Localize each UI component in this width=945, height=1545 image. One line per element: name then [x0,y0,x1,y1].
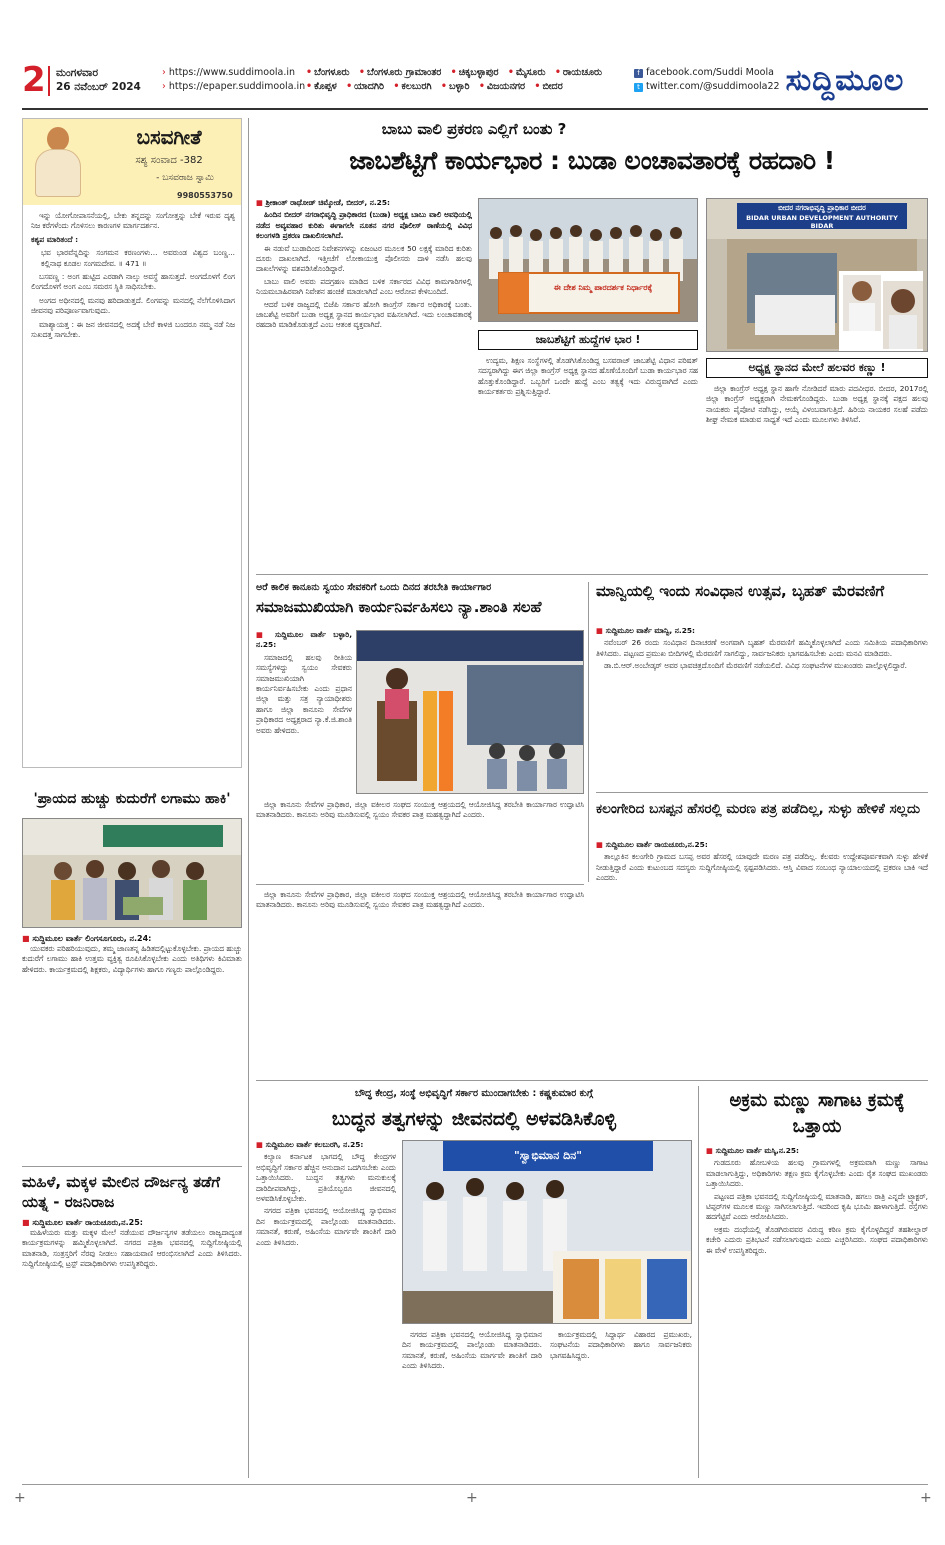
registration-mark-icon: + [14,1490,26,1506]
story-body [22,944,242,975]
paragraph: ಜಿಲ್ಲಾ ಕಾನೂನು ಸೇವೆಗಳ ಪ್ರಾಧಿಕಾರ, ಜಿಲ್ಲಾ ವಕೀಲರ ಸಂಘದ ಸಂಯುಕ್ತ ಆಶ್ರಯದಲ್ಲಿ ಆಯೋಜಿಸಿದ್ದ ತರಬೇತಿ ಕಾರ್ಯಾಗಾರ ಉದ್ಘಾಟಿಸಿ ಮಾತನಾಡಿದರು. ಕಾನೂನು ಅರಿವು ಮೂಡಿಸುವಲ್ಲಿ ಸ್ವಯಂ ಸೇವಕರ ಪಾತ್ರ ಮಹತ್ವದ್ದಾಗಿದೆ ಎಂದರು. [256,800,584,820]
city-item: • ಯಾದಗಿರಿ [346,80,384,94]
basavageethe-column [22,118,242,768]
box-title: ಅಧ್ಯಕ್ಷ ಸ್ಥಾನದ ಮೇಲೆ ಹಲವರ ಕಣ್ಣು ! [706,358,928,378]
story-body [706,1146,928,1478]
city-item: • ಬೆಂಗಳೂರು [306,66,350,80]
issue-date [56,66,141,94]
story-body [596,840,928,1074]
issue-day: ಮಂಗಳವಾರ [56,67,99,79]
newspaper-logo: ಸುದ್ದಿಮೂಲ [785,63,905,98]
story-rajaniraja [22,1172,242,1272]
event-banner-text: "ಸ್ವಾಭಿಮಾನ ದಿನ" [513,1149,583,1162]
column-author: - ಬಸವರಾಜ ಸ್ವಾಮಿ [156,173,214,183]
story-body [256,630,352,794]
story-deck: ಅರೆ ಕಾಲಿಕ ಕಾನೂನು ಸ್ವಯಂ ಸೇವಕರಿಗೆ ಒಂದು ದಿನದ ತರಬೇತಿ ಕಾರ್ಯಾಗಾರ [256,582,492,593]
story-byline: ■ ಸುದ್ದಿಮೂಲ ವಾರ್ತೆ ರಾಯಚೂರು,ನ.25: [22,1218,242,1228]
workshop-photo [356,630,584,794]
story-body [22,1228,242,1270]
paragraph: ಪಟ್ಟಣದ ಪತ್ರಿಕಾ ಭವನದಲ್ಲಿ ಸುದ್ದಿಗೋಷ್ಠಿಯಲ್ಲಿ ಮಾತನಾಡಿ, ಹಗಲು ರಾತ್ರಿ ಎನ್ನದೇ ಟ್ರ್ಯಾಕ್ಟರ್, ಟಿಪ್ಪರ್‌ಗಳ ಮೂಲಕ ಮಣ್ಣು ಸಾಗಿಸಲಾಗುತ್ತಿದೆ. ಇದರಿಂದ ಕೃಷಿ ಭೂಮಿ ಹಾಳಾಗುತ್ತಿದೆ. ರಸ್ತೆಗಳು ಹದಗೆಟ್ಟಿವೆ ಎಂದು ಆರೋಪಿಸಿದರು. [706,1191,928,1222]
site-links [162,66,305,94]
section-rule [256,574,928,575]
city-item: • ಬಳ್ಳಾರಿ [441,80,470,94]
vachana-heading: ಕಶ್ಯಪ ಮಾರಿತಂದೆ : [31,234,79,244]
masthead-rule [22,108,928,110]
city-item: • ಬೆಂಗಳೂರು ಗ್ರಾಮಾಂತರ [359,66,441,80]
column-body [31,211,235,343]
paragraph: ನಗರದ ಪತ್ರಿಕಾ ಭವನದಲ್ಲಿ ಆಯೋಜಿಸಿದ್ದ ಸ್ವಾಭಿಮಾನ ದಿನ ಕಾರ್ಯಕ್ರಮದಲ್ಲಿ ಪಾಲ್ಗೊಂಡು ಮಾತನಾಡಿದರು. ಸಮಾನತೆ, ಕರುಣೆ, ಅಹಿಂಸೆಯ ಮಾರ್ಗವೇ ಶಾಂತಿಗೆ ದಾರಿ ಎಂದು ತಿಳಿಸಿದರು. [402,1330,542,1371]
paragraph: ಯುವಕರು ಪರಿಹರಿಯುವುದು, ತಮ್ಮ ಜಾಣತನ್ನ ಹಿಡಿತದಲ್ಲಿಟ್ಟುಕೊಳ್ಳಬೇಕು. ಪ್ರಾಯದ ಹುಚ್ಚು ಕುದುರೆಗೆ ಲಗಾಮು ಹಾಕಿ ಉತ್ತಮ ವ್ಯಕ್ತಿತ್ವ ರೂಪಿಸಿಕೊಳ್ಳಬೇಕು ಎಂದು ಅತಿಥಿಗಳು ಕಿವಿಮಾತು ಹೇಳಿದರು. ಕಾರ್ಯಕ್ರಮದಲ್ಲಿ ಶಿಕ್ಷಕರು, ವಿದ್ಯಾರ್ಥಿಗಳು ಹಾಗೂ ಗಣ್ಯರು ಪಾಲ್ಗೊಂಡಿದ್ದರು. [22,944,242,974]
story-byline: ■ ಸುದ್ದಿಮೂಲ ವಾರ್ತೆ ಮಾನ್ವಿ, ನ.25: [596,626,928,636]
box-body [706,384,928,568]
office-board-kannada: ಬೀದರ ನಗರಾಭಿವೃದ್ಧಿ ಪ್ರಾಧಿಕಾರ ಬೀದರ [778,204,866,212]
paragraph: ಬಾಬು ವಾಲಿ ಅವರು ಪದಗ್ರಹಣ ಮಾಡಿದ ಬಳಿಕ ಸರ್ಕಾರದ ವಿವಿಧ ಕಾಮಗಾರಿಗಳಲ್ಲಿ ನಿಯಮಬಾಹಿರವಾಗಿ ನಿವೇಶನ ಹಂಚಿಕೆ ಮಾಡಲಾಗಿದೆ ಎಂಬ ಆರೋಪ ಕೇಳಿಬಂದಿದೆ. [256,276,472,297]
lead-kicker: ಬಾಬು ವಾಲಿ ಪ್ರಕರಣ ಎಲ್ಲಿಗೆ ಬಂತು ? [381,120,567,138]
city-item: • ಕೊಪ್ಪಳ [306,80,337,94]
epaper-link[interactable]: › https://epaper.suddimoola.in [162,80,305,94]
story-byline: ■ ಸುದ್ದಿಮೂಲ ವಾರ್ತೆ ಲಿಂಗಸೂಗೂರು, ನ.24: [22,934,242,944]
city-item: • ವಿಜಯನಗರ [479,80,525,94]
story-title: ಮಾನ್ವಿಯಲ್ಲಿ ಇಂದು ಸಂವಿಧಾನ ಉತ್ಸವ, ಬೃಹತ್ ಮೆರವಣಿಗೆ [596,582,885,600]
story-title: ಬುದ್ಧನ ತತ್ವಗಳನ್ನು ಜೀವನದಲ್ಲಿ ಅಳವಡಿಸಿಕೊಳ್ಳಿ [331,1108,617,1130]
vachana-text: ಭವ ಭಾರವೆನ್ನದಿನ್ನು ಸಂಗಮನ ಕರಣಂಗಳು... ಅವರುಂಡ ವಿಶ್ವದ ಬಂಣ್ಣ... ಕಲ್ಲಿನಾಥ ಕೂಡಲ ಸಂಗಮದೇವ. ॥ 471 ॥ [41,248,235,268]
column-rule [588,582,589,882]
story-byline: ■ ಸುದ್ದಿಮೂಲ ವಾರ್ತೆ ಬಳ್ಳಾರಿ, ನ.25: [256,630,352,651]
twitter-icon: t [634,83,643,92]
edition-cities [306,66,628,94]
paragraph: ನವೆಂಬರ್ 26 ರಂದು ಸಂವಿಧಾನ ದಿನಾಚರಣೆ ಅಂಗವಾಗಿ ಬೃಹತ್ ಮೆರವಣಿಗೆ ಹಮ್ಮಿಕೊಳ್ಳಲಾಗಿದೆ ಎಂದು ಸಮಿತಿಯ ಪದಾಧಿಕಾರಿಗಳು ತಿಳಿಸಿದರು. ಪಟ್ಟಣದ ಪ್ರಮುಖ ಬೀದಿಗಳಲ್ಲಿ ಮೆರವಣಿಗೆ ಸಾಗಲಿದ್ದು, ಸಾರ್ವಜನಿಕರು ಭಾಗವಹಿಸಬೇಕು ಎಂದು ಮನವಿ ಮಾಡಿದರು. [596,638,928,658]
column-subtitle: ಸಶ್ಯ ಸಂವಾದ -382 [135,155,203,166]
buda-office-photo [706,198,928,352]
banner-text: ಈ ದೇಶ ನಿಮ್ಮ ಪಾರದರ್ಶಕ ನಿರ್ಧಾರಕ್ಕೆ [553,283,653,292]
paragraph: ಬಸವಣ್ಣ : ಅಂಗ ಹುಟ್ಟಿದ ಎರಡಾಗಿ ನಾಲ್ಕು ಅವಸ್ಥೆ ಹಾಸುತ್ತದೆ. ಅಂಗದೊಳಗೆ ಲಿಂಗ ಲಿಂಗದೊಳಗೆ ಅಂಗ ಎಂಬ ಸಮರಸ ಸ್ಥಿತಿ ಸಾಧಿಸಬೇಕು. [31,272,235,292]
paragraph: ಡಾ.ಬಿ.ಆರ್.ಅಂಬೇಡ್ಕರ್ ಅವರ ಭಾವಚಿತ್ರದೊಂದಿಗೆ ಮೆರವಣಿಗೆ ನಡೆಯಲಿದೆ. ವಿವಿಧ ಸಂಘಟನೆಗಳ ಮುಖಂಡರು ಪಾಲ್ಗೊಳ್ಳಲಿದ್ದಾರೆ. [604,661,907,671]
portrait-2 [883,281,923,349]
city-item: • ಮೈಸೂರು [508,66,546,80]
story-body [256,1140,396,1478]
paragraph: ಜಿಲ್ಲಾ ಕಾಂಗ್ರೆಸ್ ಅಧ್ಯಕ್ಷ ಸ್ಥಾನ ಹಾಗೇ ನೋಡಿದರೆ ಮಾರು ಪದವೀಧರ. ಬೀದರ, 2017ರಲ್ಲಿ ಜಿಲ್ಲಾ ಕಾಂಗ್ರೆಸ್ ಅಧ್ಯಕ್ಷರಾಗಿ ನೇಮಕಗೊಂಡಿದ್ದರು. ಬುಡಾ ಅಧ್ಯಕ್ಷ ಸ್ಥಾನಕ್ಕೆ ಪಕ್ಷದ ಹಲವು ನಾಯಕರು ಪೈಪೋಟಿ ನಡೆಸಿದ್ದು, ಆಯ್ಕೆ ವಿಳಂಬವಾಗುತ್ತಿದೆ. ಹಿರಿಯ ನಾಯಕರ ಸಲಹೆ ಪಡೆದು ಶೀಘ್ರ ನೇಮಕ ಮಾಡುವ ಸಾಧ್ಯತೆ ಇದೆ ಎಂದು ಮೂಲಗಳು ತಿಳಿಸಿವೆ. [706,384,928,425]
column-header [23,119,241,205]
facebook-link[interactable] [634,66,780,80]
story-deck: ಬೌದ್ಧ ಕೇಂದ್ರ, ಸಂಸ್ಥೆ ಅಭಿವೃದ್ಧಿಗೆ ಸರ್ಕಾರ ಮುಂದಾಗಬೇಕು : ಕಷ್ಣಕುಮಾರ ಕುಗ್ಗೆ [354,1088,594,1099]
page-bottom-rule [22,1484,928,1485]
event-photo [22,818,242,928]
website-link[interactable]: › https://www.suddimoola.in [162,66,305,80]
paragraph: ತಾಲ್ಲೂಕಿನ ಕಲಂಗೇರಿ ಗ್ರಾಮದ ಬಸಪ್ಪ ಅವರ ಹೆಸರಲ್ಲಿ ಯಾವುದೇ ಮರಣ ಪತ್ರ ಪಡೆದಿಲ್ಲ. ಕೆಲವರು ಉದ್ದೇಶಪೂರ್ವಕವಾಗಿ ಸುಳ್ಳು ಹೇಳಿಕೆ ನೀಡುತ್ತಿದ್ದಾರೆ ಎಂದು ಕುಟುಂಬದ ಸದಸ್ಯರು ಸುದ್ದಿಗೋಷ್ಠಿಯಲ್ಲಿ ಸ್ಪಷ್ಟಪಡಿಸಿದರು. ಆಸ್ತಿ ವಿವಾದ ಸಂಬಂಧ ನ್ಯಾಯಾಲಯದಲ್ಲಿ ಪ್ರಕರಣ ಬಾಕಿ ಇದೆ ಎಂದರು. [596,852,928,883]
paragraph: ಅಕ್ರಮ ದಂಧೆಯಲ್ಲಿ ತೊಡಗಿರುವವರ ವಿರುದ್ಧ ಕಠಿಣ ಕ್ರಮ ಕೈಗೊಳ್ಳದಿದ್ದರೆ ತಹಶೀಲ್ದಾರ್ ಕಚೇರಿ ಎದುರು ಪ್ರತಿಭಟನೆ ನಡೆಸಲಾಗುವುದು ಎಂದು ಎಚ್ಚರಿಸಿದರು. ಸಂಘದ ಪದಾಧಿಕಾರಿಗಳು ಈ ವೇಳೆ ಉಪಸ್ಥಿತರಿದ್ದರು. [706,1224,928,1255]
section-rule [256,1080,928,1081]
lead-deck: ಹಿಂದಿನ ಬೀದರ್ ನಗರಾಭಿವೃದ್ಧಿ ಪ್ರಾಧಿಕಾರದ (ಬುಡಾ) ಅಧ್ಯಕ್ಷ ಬಾಬು ವಾಲಿ ಅವಧಿಯಲ್ಲಿ ನಡೆದ ಅವ್ಯವಹಾರ ಕುರಿತು ಈಗಾಗಲೇ ನೂತನ ನಗರ ಪೊಲೀಸ್ ಠಾಣೆಯಲ್ಲಿ ವಿವಿಧ ಕಲಂಗಳಡಿ ಪ್ರಕರಣ ದಾಖಲಿಸಲಾಗಿದೆ. [256,210,472,241]
office-board-english: BIDAR URBAN DEVELOPMENT AUTHORITY BIDAR [746,214,898,230]
story-body-continued [256,890,584,1074]
story-title: 'ಪ್ರಾಯದ ಹುಚ್ಚು ಕುದುರೆಗೆ ಲಗಾಮು ಹಾಕಿ' [33,791,231,807]
box-title: ಜಾಬಶೆಟ್ಟಿಗೆ ಹುದ್ದೆಗಳ ಭಾರ ! [478,330,698,350]
buddha-event-photo [402,1140,692,1324]
section-rule [22,1166,242,1167]
protest-photo [478,198,698,322]
social-links [634,66,780,94]
lead-headline: ಜಾಬಶೆಟ್ಟಿಗೆ ಕಾರ್ಯಭಾರ : ಬುಡಾ ಲಂಚಾವತಾರಕ್ಕೆ ರಹದಾರಿ ! [349,146,835,175]
story-body [402,1330,542,1478]
story-body [256,800,584,878]
paragraph: ಸಮಾಜದಲ್ಲಿ ಹಲವು ರೀತಿಯ ಸಮಸ್ಯೆಗಳಿದ್ದು ಸ್ವಯಂ ಸೇವಕರು ಸಮಾಜಮುಖಿಯಾಗಿ ಕಾರ್ಯನಿರ್ವಹಿಸಬೇಕು ಎಂದು ಪ್ರಧಾನ ಜಿಲ್ಲಾ ಮತ್ತು ಸತ್ರ ನ್ಯಾಯಾಧೀಶರು ಹಾಗೂ ಜಿಲ್ಲಾ ಕಾನೂನು ಸೇವೆಗಳ ಪ್ರಾಧಿಕಾರದ ಅಧ್ಯಕ್ಷರಾದ ನ್ಯಾ.ಕೆ.ಜಿ.ಶಾಂತಿ ಅವರು ಹೇಳಿದರು. [256,652,352,735]
city-item: • ರಾಯಚೂರು [555,66,602,80]
story-byline: ■ ಸುದ್ದಿಮೂಲ ವಾರ್ತೆ ಕಲಬುರಗಿ, ನ.25: [256,1140,396,1150]
city-item: • ಬೀದರ [534,80,562,94]
city-item: • ಕಲಬುರಗಿ [393,80,431,94]
lead-body [256,198,472,568]
column-rule [698,1086,699,1478]
portrait-1 [843,275,881,331]
masthead [0,60,945,106]
story-body [550,1330,692,1478]
paragraph: ಕಲ್ಯಾಣ ಕರ್ನಾಟಕ ಭಾಗದಲ್ಲಿ ಬೌದ್ಧ ಕೇಂದ್ರಗಳ ಅಭಿವೃದ್ಧಿಗೆ ಸರ್ಕಾರ ಹೆಚ್ಚಿನ ಅನುದಾನ ಒದಗಿಸಬೇಕು ಎಂದು ಒತ್ತಾಯಿಸಿದರು. ಬುದ್ಧನ ತತ್ವಗಳು ಮನುಕುಲಕ್ಕೆ ದಾರಿದೀಪವಾಗಿದ್ದು, ಪ್ರತಿಯೊಬ್ಬರೂ ಜೀವನದಲ್ಲಿ ಅಳವಡಿಸಿಕೊಳ್ಳಬೇಕು. [256,1152,396,1204]
paragraph: ಉದ್ಯಮ, ಶಿಕ್ಷಣ ಸಂಸ್ಥೆಗಳಲ್ಲಿ ತೊಡಗಿಸಿಕೊಂಡಿದ್ದ ಬಸವರಾಜ್ ಜಾಬಶೆಟ್ಟಿ ವಿಧಾನ ಪರಿಷತ್ ಸದಸ್ಯರಾಗಿದ್ದು ಈಗ ಜಿಲ್ಲಾ ಕಾಂಗ್ರೆಸ್ ಅಧ್ಯಕ್ಷ ಸ್ಥಾನದ ಹೊಣೆಯೊಂದಿಗೆ ಬುಡಾ ಕಾರ್ಯಭಾರ ಸಹ ಹೊತ್ತುಕೊಂಡಿದ್ದಾರೆ. ಒಬ್ಬರಿಗೆ ಒಂದೇ ಹುದ್ದೆ ಎಂಬ ತತ್ವಕ್ಕೆ ಇದು ವಿರುದ್ಧವಾಗಿದೆ ಎಂದು ಕಾರ್ಯಕರ್ತರು ಪ್ರಶ್ನಿಸುತ್ತಿದ್ದಾರೆ. [478,356,698,397]
paragraph: ನಗರದ ಪತ್ರಿಕಾ ಭವನದಲ್ಲಿ ಆಯೋಜಿಸಿದ್ದ ಸ್ವಾಭಿಮಾನ ದಿನ ಕಾರ್ಯಕ್ರಮದಲ್ಲಿ ಪಾಲ್ಗೊಂಡು ಮಾತನಾಡಿದರು. ಸಮಾನತೆ, ಕರುಣೆ, ಅಹಿಂಸೆಯ ಮಾರ್ಗವೇ ಶಾಂತಿಗೆ ದಾರಿ ಎಂದು ತಿಳಿಸಿದರು. [256,1206,396,1247]
facebook-text: facebook.com/Suddi Moola [646,67,774,78]
lead-byline: ■ ಶ್ರೀಕಾಂತ್ ರಾಥೋಡ್ ಚಿಮ್ಕೋಡೆ, ಬೀದರ್, ನ.25: [256,198,472,208]
column-title: ಬಸವಗೀತೆ [136,125,202,149]
story-reins-text [22,934,242,977]
column-rule [248,118,249,1478]
paragraph: ಆದರೆ ಬಳಿಕ ರಾಜ್ಯದಲ್ಲಿ ಬಿಜೆಪಿ ಸರ್ಕಾರ ಹೋಗಿ ಕಾಂಗ್ರೆಸ್ ಸರ್ಕಾರ ಅಧಿಕಾರಕ್ಕೆ ಬಂತು. ಜಾಬಶೆಟ್ಟಿ ಅವರಿಗೆ ಬುಡಾ ಅಧ್ಯಕ್ಷ ಸ್ಥಾನದ ಕಾರ್ಯಭಾರ ವಹಿಸಲಾಗಿದೆ. ಇದು ಲಂಚಾವತಾರಕ್ಕೆ ರಹದಾರಿ ಮಾಡಿಕೊಡುತ್ತದೆ ಎಂಬ ಆತಂಕ ವ್ಯಕ್ತವಾಗಿದೆ. [256,299,472,330]
paragraph: ಕಾರ್ಯಕ್ರಮದಲ್ಲಿ ಸಿದ್ಧಾರ್ಥ ವಿಹಾರದ ಪ್ರಮುಖರು, ಸಂಘಟನೆಯ ಪದಾಧಿಕಾರಿಗಳು ಹಾಗೂ ಸಾರ್ವಜನಿಕರು ಭಾಗವಹಿಸಿದ್ದರು. [550,1330,692,1360]
story-byline: ■ ಸುದ್ದಿಮೂಲ ವಾರ್ತೆ ಮಸ್ಕಿ,ನ.25: [706,1146,928,1156]
story-reins [22,790,242,808]
page-number-divider [48,66,50,96]
story-title: ಅಕ್ರಮ ಮಣ್ಣು ಸಾಗಾಟ ಕ್ರಮಕ್ಕೆ ಒತ್ತಾಯ [729,1090,905,1137]
section-rule [596,792,928,793]
story-byline: ■ ಸುದ್ದಿಮೂಲ ವಾರ್ತೆ ರಾಯಚೂರು,ನ.25: [596,840,928,850]
column-phone: 9980553750 [177,191,233,200]
registration-mark-icon: + [466,1490,478,1506]
story-title: ಸಮಾಜಮುಖಿಯಾಗಿ ಕಾರ್ಯನಿರ್ವಹಿಸಲು ನ್ಯಾ.ಶಾಂತಿ ಸಲಹೆ [256,598,542,616]
paragraph: ಗುಡದೂರು ಹೋಬಳಿಯ ಹಲವು ಗ್ರಾಮಗಳಲ್ಲಿ ಅಕ್ರಮವಾಗಿ ಮಣ್ಣು ಸಾಗಾಟ ಮಾಡಲಾಗುತ್ತಿದ್ದು, ಅಧಿಕಾರಿಗಳು ತಕ್ಷಣ ಕ್ರಮ ಕೈಗೊಳ್ಳಬೇಕು ಎಂದು ರೈತ ಸಂಘದ ಮುಖಂಡರು ಒತ್ತಾಯಿಸಿದರು. [706,1158,928,1189]
story-title: ಮಹಿಳೆ, ಮಕ್ಕಳ ಮೇಲಿನ ದೌರ್ಜನ್ಯ ತಡೆಗೆ ಯತ್ನ - ರಜನಿರಾಜ [22,1173,220,1211]
paragraph: ಅಂಗದ ಅಧೀನದಲ್ಲಿ ಮನವು ಹರಿದಾಡುತ್ತದೆ. ಲಿಂಗವನ್ನು ಮನದಲ್ಲಿ ನೆಲೆಗೊಳಿಸಿದಾಗ ಜೀವನವು ಪರಿಪೂರ್ಣವಾಗುವುದು. [31,295,235,316]
city-item: • ಚಿಕ್ಕಬಳ್ಳಾಪುರ [451,66,499,80]
registration-mark-icon: + [920,1490,932,1506]
twitter-link[interactable] [634,80,780,94]
paragraph: ಜಿಲ್ಲಾ ಕಾನೂನು ಸೇವೆಗಳ ಪ್ರಾಧಿಕಾರ, ಜಿಲ್ಲಾ ವಕೀಲರ ಸಂಘದ ಸಂಯುಕ್ತ ಆಶ್ರಯದಲ್ಲಿ ಆಯೋಜಿಸಿದ್ದ ತರಬೇತಿ ಕಾರ್ಯಾಗಾರ ಉದ್ಘಾಟಿಸಿ ಮಾತನಾಡಿದರು. ಕಾನೂನು ಅರಿವು ಮೂಡಿಸುವಲ್ಲಿ ಸ್ವಯಂ ಸೇವಕರ ಪಾತ್ರ ಮಹತ್ವದ್ದಾಗಿದೆ ಎಂದರು. [256,890,584,910]
story-body [596,626,928,786]
paragraph: ಮಾಶ್ಯಾಯತ್ತ : ಈ ಜನ ಜೀವನದಲ್ಲಿ ಅದಕ್ಕೆ ಬೇರೆ ಕಾಳಜಿ ಬಂದರೂ ನಮ್ಮ ನಡೆ ನಿಜ ಸುಖದತ್ತ ಸಾಗಬೇಕು. [31,319,235,340]
box-body [478,356,698,568]
issue-date-text: 26 ನವೆಂಬರ್ 2024 [56,81,141,93]
story-title: ಕಲಂಗೇರಿದ ಬಸಪ್ಪನ ಹೆಸರಲ್ಲಿ ಮರಣ ಪತ್ರ ಪಡೆದಿಲ್ಲ, ಸುಳ್ಳು ಹೇಳಿಕೆ ಸಲ್ಲದು [596,801,921,817]
section-rule [256,884,584,885]
twitter-text: twitter.com/@suddimoola22 [646,81,780,92]
page-number: 2 [22,60,46,100]
saint-illustration [29,125,87,199]
paragraph: ಇನ್ನು ಯೋಗೋಪಾಸನೆಯಲ್ಲಿ, ಬೇಕು ತನ್ನದನ್ನು ಸಂಗೋತ್ತನ್ನು ಬೇಕೆ ಇರುವ ದೃಶ್ಯ ನಿಜ ಕರೆಗಳೆಂದು ಗೊಳಿಸಲು ಕಾರಣಗಳ ಮಾರ್ಗದರ್ಶನ. [31,211,235,231]
paragraph: ಮಹಿಳೆಯರು ಮತ್ತು ಮಕ್ಕಳ ಮೇಲೆ ನಡೆಯುವ ದೌರ್ಜನ್ಯಗಳ ತಡೆಯಲು ರಾಜ್ಯದಾದ್ಯಂತ ಕಾರ್ಯಕ್ರಮಗಳನ್ನು ಹಮ್ಮಿಕೊಳ್ಳಲಾಗಿದೆ. ನಗರದ ಪತ್ರಿಕಾ ಭವನದಲ್ಲಿ ಸುದ್ದಿಗೋಷ್ಠಿಯಲ್ಲಿ ಮಾತನಾಡಿ, ಸಂತ್ರಸ್ತರಿಗೆ ನೆರವು ನೀಡಲು ಸಹಾಯವಾಣಿ ಆರಂಭಿಸಲಾಗಿದೆ ಎಂದು ತಿಳಿಸಿದರು. ಸುದ್ದಿಗೋಷ್ಠಿಯಲ್ಲಿ ಟ್ರಸ್ಟ್ ಪದಾಧಿಕಾರಿಗಳು ಉಪಸ್ಥಿತರಿದ್ದರು. [22,1228,242,1269]
facebook-icon: f [634,69,643,78]
paragraph: ಈ ನಡುವೆ ಬುಡಾದಿಂದ ನಿವೇಶನಗಳನ್ನು ಏಜಂಟರ ಮೂಲಕ 50 ಲಕ್ಷಕ್ಕೆ ಮಾರಿದ ಕುರಿತು ದೂರು ದಾಖಲಾಗಿದೆ. ಇತ್ತೀಚೆಗೆ ಲೋಕಾಯುಕ್ತ ಪೊಲೀಸರು ದಾಳಿ ನಡೆಸಿ ಹಲವು ದಾಖಲೆಗಳನ್ನು ವಶಪಡಿಸಿಕೊಂಡಿದ್ದಾರೆ. [256,243,472,274]
